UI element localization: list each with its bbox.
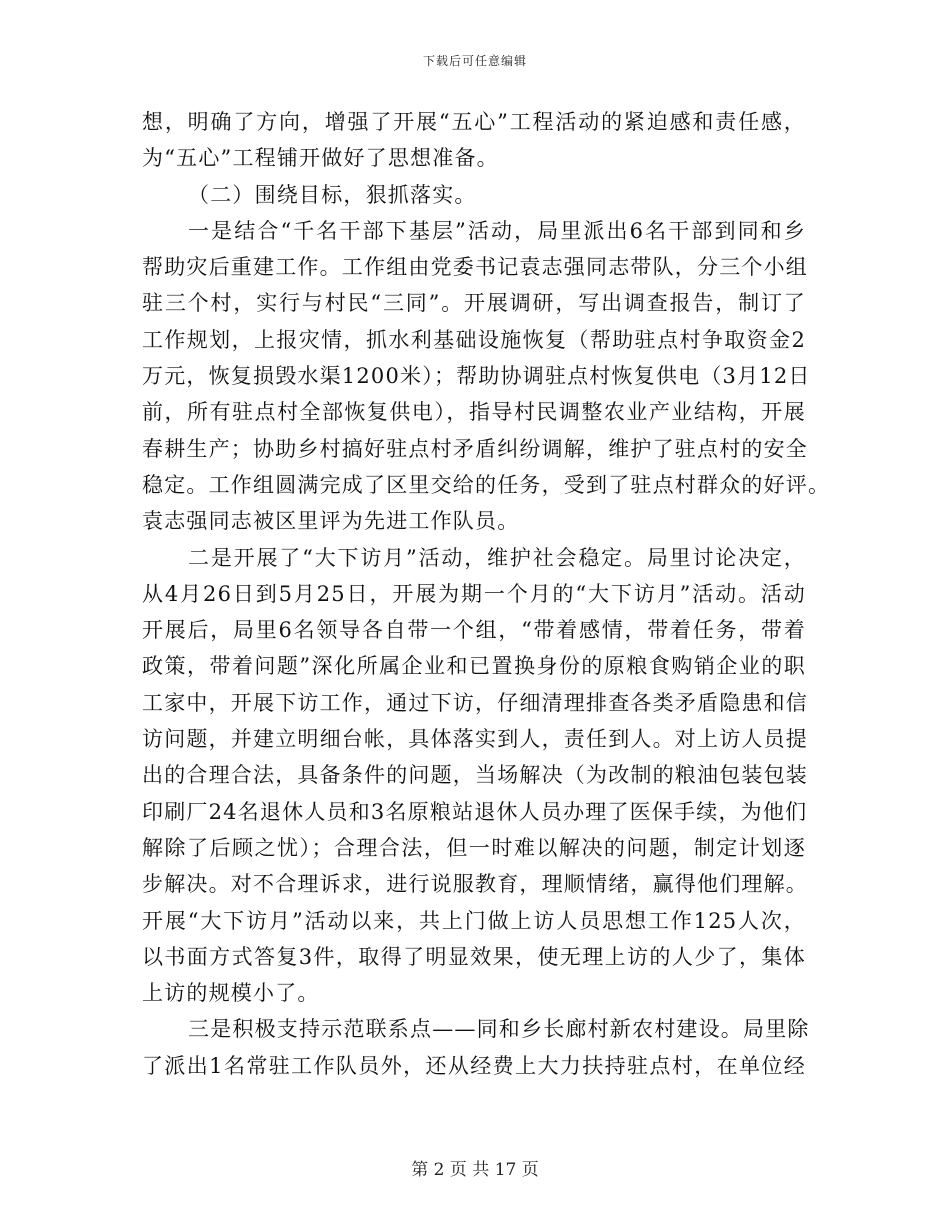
text-line: 春耕生产；协助乡村搞好驻点村矛盾纠纷调解，维护了驻点村的安全 [142,436,808,461]
text-line: 出的合理合法，具备条件的问题，当场解决（为改制的粮油包装包装 [142,763,808,788]
text-line: 工家中，开展下访工作，通过下访，仔细清理排查各类矛盾隐患和信 [142,690,808,715]
text-line: 开展“大下访月”活动以来，共上门做上访人员思想工作125人次， [142,908,806,933]
text-line: 开展后，局里6名领导各自带一个组，“带着感情，带着任务，带着 [142,618,806,643]
text-line: 从4月26日到5月25日，开展为期一个月的“大下访月”活动。活动 [142,581,806,606]
text-line: 万元，恢复损毁水渠1200米）；帮助协调驻点村恢复供电（3月12日 [142,364,811,389]
text-line: 驻三个村，实行与村民“三同”。开展调研，写出调查报告，制订了 [142,291,806,316]
text-line: 帮助灾后重建工作。工作组由党委书记袁志强同志带队，分三个小组 [142,255,808,280]
text-line: 三是积极支持示范联系点——同和乡长廊村新农村建设。局里除 [188,1017,810,1042]
text-line: 稳定。工作组圆满完成了区里交给的任务，受到了驻点村群众的好评。 [142,472,831,497]
text-line: 政策，带着问题”深化所属企业和已置换身份的原粮食购销企业的职 [142,654,806,679]
text-line: 解除了后顾之忧）；合理合法，但一时难以解决的问题，制定计划逐 [142,835,806,860]
page-number: 第 2 页 共 17 页 [411,1160,539,1180]
text-line: 二是开展了“大下访月”活动，维护社会稳定。局里讨论决定， [188,545,806,570]
text-line: 上访的规模小了。 [142,981,320,1006]
text-line: 以书面方式答复3件，取得了明显效果，使无理上访的人少了，集体 [142,944,806,969]
page-header: 下载后可任意编辑 [422,54,527,68]
text-line: 了派出1名常驻工作队员外，还从经费上大力扶持驻点村，在单位经 [142,1053,806,1078]
text-line: 工作规划，上报灾情，抓水利基础设施恢复（帮助驻点村争取资金2 [142,327,806,352]
text-line: 步解决。对不合理诉求，进行说服教育，理顺情绪，赢得他们理解。 [142,872,808,897]
text-line: 前，所有驻点村全部恢复供电），指导村民调整农业产业结构，开展 [142,400,806,425]
text-line: 为“五心”工程铺开做好了思想准备。 [142,146,499,171]
text-line: 印刷厂24名退休人员和3名原粮站退休人员办理了医保手续，为他们 [142,799,808,824]
document-body [142,104,831,1084]
section-heading: （二）围绕目标，狠抓落实。 [188,182,477,207]
text-line: 访问题，并建立明细台帐，具体落实到人，责任到人。对上访人员提 [142,727,808,752]
text-line: 想，明确了方向，增强了开展“五心”工程活动的紧迫感和责任感， [142,110,806,134]
text-line: 袁志强同志被区里评为先进工作队员。 [142,509,520,534]
text-line: 一是结合“千名干部下基层”活动，局里派出6名干部到同和乡 [188,218,806,243]
